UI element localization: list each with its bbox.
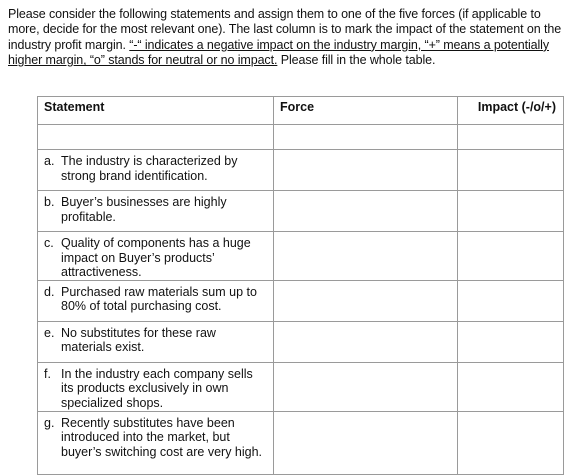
force-cell[interactable] xyxy=(274,411,458,474)
statement-text: No substitutes for these raw materials exist. xyxy=(61,325,216,355)
instructions-text: Please consider the following statements and assign them to one of the five forces (if applicable to more, decide for the most relevant one). The last column is to mark the impact of the statement on the industry profit margin. xyxy=(8,7,562,52)
statement-label: b. xyxy=(44,195,55,209)
spacer-cell xyxy=(38,125,274,150)
impact-cell[interactable] xyxy=(458,191,564,232)
force-cell[interactable] xyxy=(274,150,458,191)
impact-cell[interactable] xyxy=(458,411,564,474)
instructions-paragraph xyxy=(8,7,574,69)
table-row xyxy=(38,191,564,232)
force-cell[interactable] xyxy=(274,321,458,362)
table-row xyxy=(38,280,564,321)
force-cell[interactable] xyxy=(274,232,458,281)
table-row xyxy=(38,321,564,362)
instructions-underlined-text: “-“ indicates a negative impact on the industry margin, “+” means a potentially higher margin, “o” stands for neutral or no impact. xyxy=(8,37,550,68)
header-impact: Impact (-/o/+) xyxy=(458,97,564,125)
statement-text: In the industry each company sells its products exclusively in own specialized shops. xyxy=(61,366,253,410)
statement-text: The industry is characterized by strong brand identification. xyxy=(61,154,238,183)
statement-text: Purchased raw materials sum up to 80% of total purchasing cost. xyxy=(61,284,257,314)
statement-label: g. xyxy=(44,415,55,430)
statement-label: e. xyxy=(44,325,55,340)
statement-text: Recently substitutes have been introduced into the market, but buyer’s switching cost are very high. xyxy=(61,415,263,459)
statement-label: d. xyxy=(44,284,55,299)
force-cell[interactable] xyxy=(274,362,458,411)
header-force: Force xyxy=(274,97,458,125)
statement-cell xyxy=(38,321,274,362)
impact-cell[interactable] xyxy=(458,362,564,411)
impact-cell[interactable] xyxy=(458,280,564,321)
table-row xyxy=(38,362,564,411)
statement-label: c. xyxy=(44,236,54,250)
statement-cell xyxy=(38,362,274,411)
statement-cell xyxy=(38,411,274,474)
impact-cell[interactable] xyxy=(458,150,564,191)
statement-text: Buyer’s businesses are highly profitable. xyxy=(61,195,227,224)
statement-label: f. xyxy=(44,366,51,381)
statement-cell xyxy=(38,232,274,281)
table-row xyxy=(38,232,564,281)
force-cell[interactable] xyxy=(274,191,458,232)
instructions-text-end: Please fill in the whole table. xyxy=(277,53,436,68)
spacer-cell xyxy=(274,125,458,150)
spacer-cell xyxy=(458,125,564,150)
table-spacer-row xyxy=(38,125,564,150)
statement-cell xyxy=(38,191,274,232)
five-forces-table xyxy=(37,96,564,475)
table-row xyxy=(38,411,564,474)
impact-cell[interactable] xyxy=(458,321,564,362)
statement-cell xyxy=(38,280,274,321)
statement-cell xyxy=(38,150,274,191)
impact-cell[interactable] xyxy=(458,232,564,281)
table-row xyxy=(38,150,564,191)
statement-label: a. xyxy=(44,154,55,168)
table-header-row xyxy=(38,97,564,125)
force-cell[interactable] xyxy=(274,280,458,321)
statement-text: Quality of components has a huge impact on Buyer’s products’ attractiveness. xyxy=(61,236,251,280)
header-statement: Statement xyxy=(38,97,274,125)
